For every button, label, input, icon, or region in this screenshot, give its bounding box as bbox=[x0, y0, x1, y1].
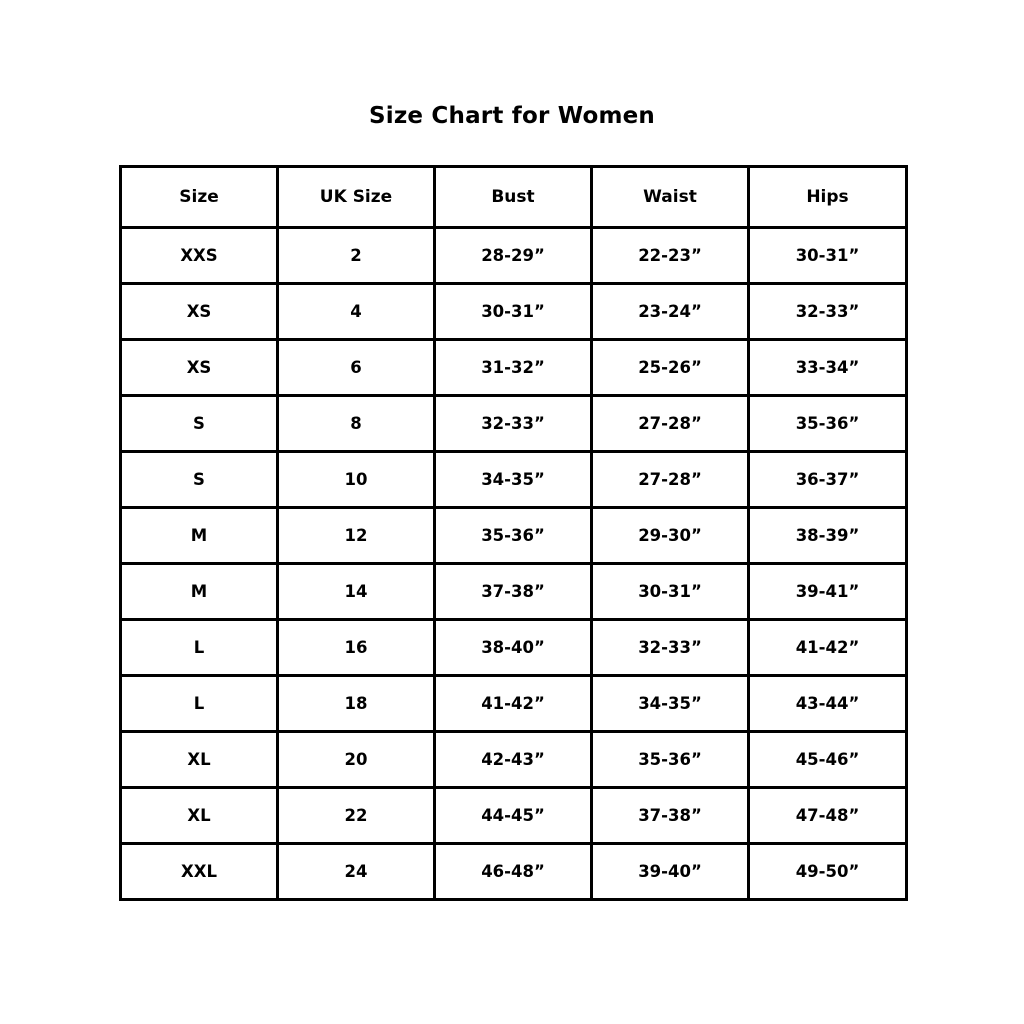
cell-size: S bbox=[121, 452, 278, 508]
column-header-waist: Waist bbox=[592, 167, 749, 228]
column-header-uk-size: UK Size bbox=[278, 167, 435, 228]
cell-uk-size: 24 bbox=[278, 844, 435, 900]
cell-uk-size: 14 bbox=[278, 564, 435, 620]
table-row bbox=[121, 228, 907, 284]
column-header-hips: Hips bbox=[749, 167, 907, 228]
cell-waist: 23-24” bbox=[592, 284, 749, 340]
size-chart-table bbox=[119, 165, 908, 901]
table-header bbox=[121, 167, 907, 228]
cell-size: XXS bbox=[121, 228, 278, 284]
cell-size: L bbox=[121, 620, 278, 676]
cell-bust: 38-40” bbox=[435, 620, 592, 676]
cell-uk-size: 18 bbox=[278, 676, 435, 732]
table-row bbox=[121, 788, 907, 844]
cell-uk-size: 2 bbox=[278, 228, 435, 284]
cell-size: XS bbox=[121, 284, 278, 340]
cell-bust: 31-32” bbox=[435, 340, 592, 396]
cell-waist: 25-26” bbox=[592, 340, 749, 396]
cell-hips: 47-48” bbox=[749, 788, 907, 844]
cell-waist: 37-38” bbox=[592, 788, 749, 844]
page-title: Size Chart for Women bbox=[368, 103, 655, 129]
table-row bbox=[121, 284, 907, 340]
table-row bbox=[121, 620, 907, 676]
cell-bust: 42-43” bbox=[435, 732, 592, 788]
cell-uk-size: 10 bbox=[278, 452, 435, 508]
cell-hips: 33-34” bbox=[749, 340, 907, 396]
cell-bust: 44-45” bbox=[435, 788, 592, 844]
column-header-size: Size bbox=[121, 167, 278, 228]
cell-uk-size: 16 bbox=[278, 620, 435, 676]
table-row bbox=[121, 452, 907, 508]
table-row bbox=[121, 396, 907, 452]
cell-uk-size: 6 bbox=[278, 340, 435, 396]
table-row bbox=[121, 564, 907, 620]
cell-waist: 27-28” bbox=[592, 396, 749, 452]
cell-uk-size: 12 bbox=[278, 508, 435, 564]
column-header-bust: Bust bbox=[435, 167, 592, 228]
cell-bust: 34-35” bbox=[435, 452, 592, 508]
table-row bbox=[121, 732, 907, 788]
cell-size: XL bbox=[121, 732, 278, 788]
cell-bust: 41-42” bbox=[435, 676, 592, 732]
cell-hips: 35-36” bbox=[749, 396, 907, 452]
cell-waist: 32-33” bbox=[592, 620, 749, 676]
cell-hips: 39-41” bbox=[749, 564, 907, 620]
cell-uk-size: 22 bbox=[278, 788, 435, 844]
table-row bbox=[121, 676, 907, 732]
cell-uk-size: 4 bbox=[278, 284, 435, 340]
size-chart-table-wrapper bbox=[119, 165, 905, 901]
cell-bust: 37-38” bbox=[435, 564, 592, 620]
cell-hips: 43-44” bbox=[749, 676, 907, 732]
cell-waist: 22-23” bbox=[592, 228, 749, 284]
cell-hips: 41-42” bbox=[749, 620, 907, 676]
table-header-row bbox=[121, 167, 907, 228]
cell-bust: 32-33” bbox=[435, 396, 592, 452]
cell-size: M bbox=[121, 508, 278, 564]
cell-waist: 27-28” bbox=[592, 452, 749, 508]
table-row bbox=[121, 508, 907, 564]
cell-waist: 35-36” bbox=[592, 732, 749, 788]
cell-size: XL bbox=[121, 788, 278, 844]
cell-waist: 39-40” bbox=[592, 844, 749, 900]
table-body bbox=[121, 228, 907, 900]
cell-size: M bbox=[121, 564, 278, 620]
cell-hips: 49-50” bbox=[749, 844, 907, 900]
table-row bbox=[121, 844, 907, 900]
cell-uk-size: 20 bbox=[278, 732, 435, 788]
cell-size: L bbox=[121, 676, 278, 732]
cell-size: S bbox=[121, 396, 278, 452]
cell-hips: 32-33” bbox=[749, 284, 907, 340]
cell-waist: 29-30” bbox=[592, 508, 749, 564]
cell-bust: 46-48” bbox=[435, 844, 592, 900]
cell-size: XXL bbox=[121, 844, 278, 900]
cell-waist: 34-35” bbox=[592, 676, 749, 732]
cell-size: XS bbox=[121, 340, 278, 396]
table-row bbox=[121, 340, 907, 396]
cell-bust: 28-29” bbox=[435, 228, 592, 284]
cell-waist: 30-31” bbox=[592, 564, 749, 620]
cell-hips: 38-39” bbox=[749, 508, 907, 564]
cell-uk-size: 8 bbox=[278, 396, 435, 452]
cell-hips: 36-37” bbox=[749, 452, 907, 508]
cell-bust: 35-36” bbox=[435, 508, 592, 564]
cell-hips: 45-46” bbox=[749, 732, 907, 788]
cell-bust: 30-31” bbox=[435, 284, 592, 340]
cell-hips: 30-31” bbox=[749, 228, 907, 284]
